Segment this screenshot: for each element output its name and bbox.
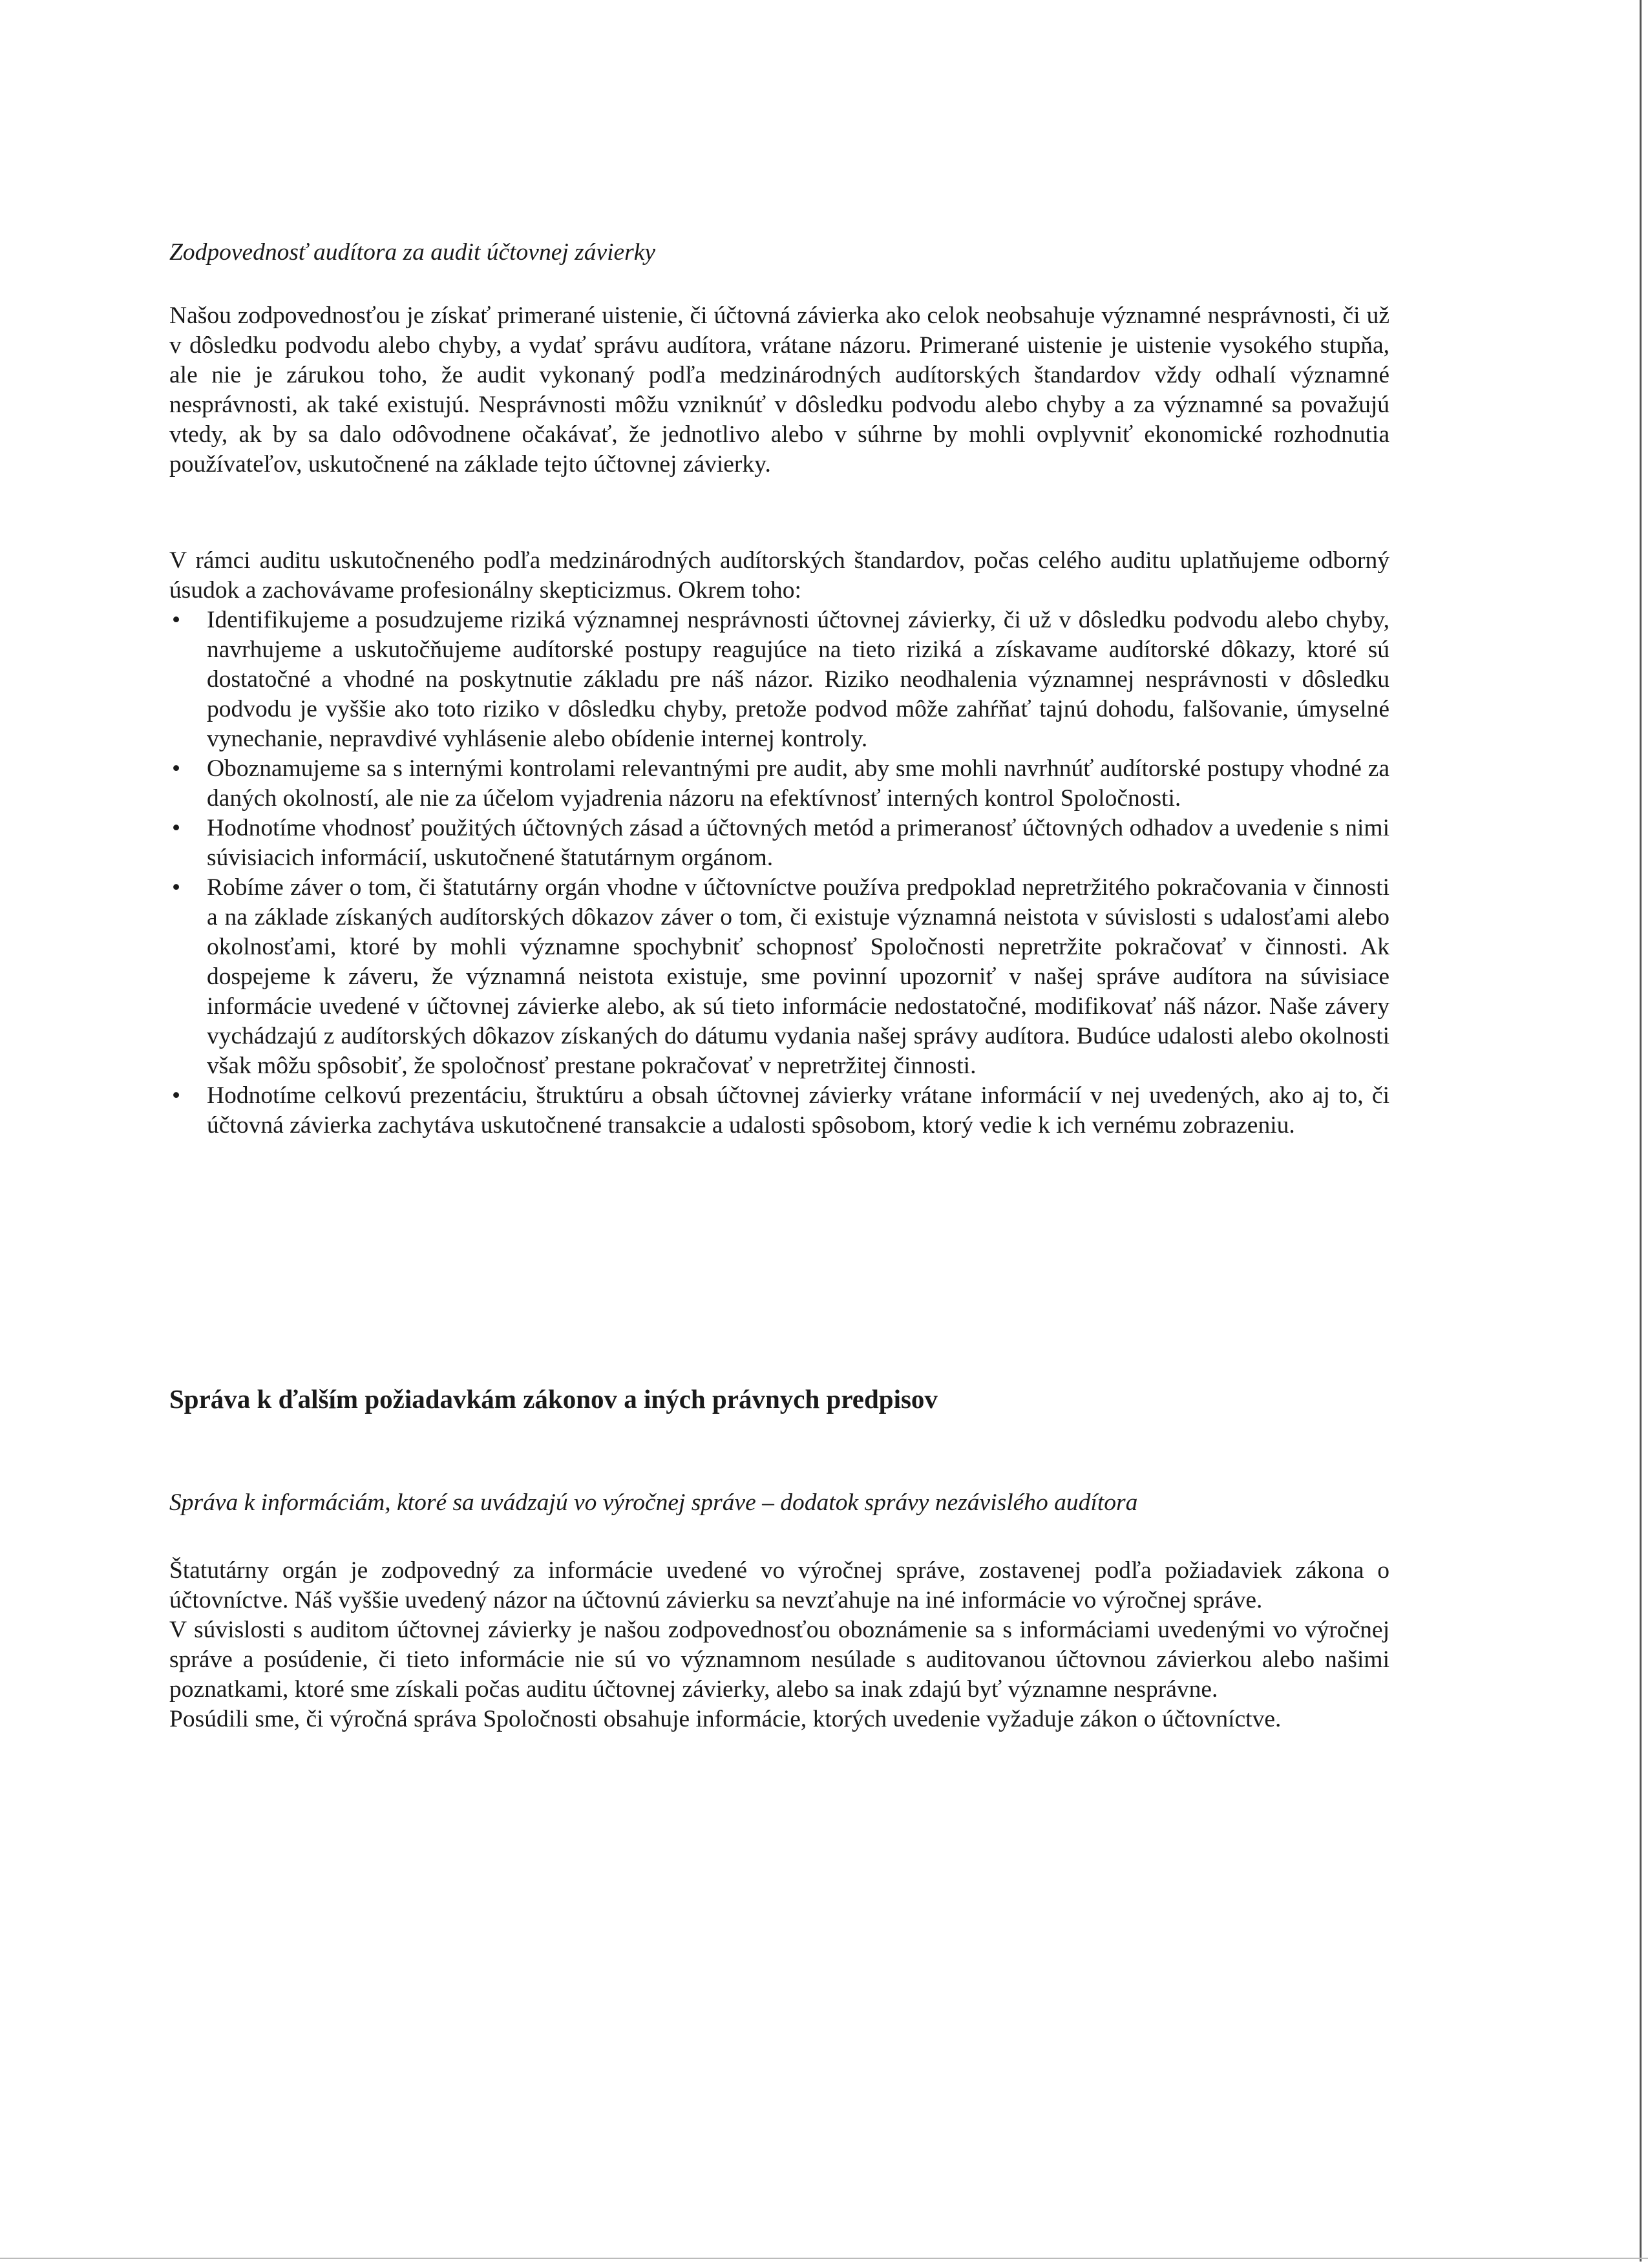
bullet-icon: •	[172, 1082, 181, 1109]
annual-report-paragraphs	[169, 1556, 1389, 1734]
section-heading: Správa k ďalším požiadavkám zákonov a iných právnych predpisov	[169, 1384, 938, 1414]
list-item-text: Hodnotíme vhodnosť použitých účtovných zásad a účtovných metód a primeranosť účtovných odhadov a uvedenie s nimi súvisiacich informácií, uskutočnené štatutárnym orgánom.	[207, 815, 1389, 871]
annual-report-subtitle: Správa k informáciám, ktoré sa uvádzajú vo výročnej správe – dodatok správy nezávislého audítora	[169, 1489, 1138, 1516]
other-requirements-section	[169, 1383, 1389, 1415]
responsibility-paragraph: Našou zodpovednosťou je získať primerané uistenie, či účtovná závierka ako celok neobsahuje významné nesprávnosti, či už v dôsledku podvodu alebo chyby, a vydať správu audítora, vrátane názoru. Primerané uistenie je uistenie vysokého stupňa, ale nie je zárukou toho, že audit vykonaný podľa medzinárodných audítorských štandardov vždy odhalí významné nesprávnosti, ak také existujú. Nesprávnosti môžu vzniknúť v dôsledku podvodu alebo chyby a za významné sa považujú vtedy, ak by sa dalo odôvodnene očakávať, že jednotlivo alebo v súhrne by mohli ovplyvniť ekonomické rozhodnutia používateľov, uskutočnené na základe tejto účtovnej závierky.	[169, 302, 1389, 478]
list-item-text: Identifikujeme a posudzujeme riziká významnej nesprávnosti účtovnej závierky, či už v dôsledku podvodu alebo chyby, navrhujeme a uskutočňujeme audítorské postupy reagujúce na tieto riziká a získavame audítorské dôkazy, ktoré sú dostatočné a vhodné na poskytnutie základu pre náš názor. Riziko neodhalenia významnej nesprávnosti v dôsledku podvodu je vyššie ako toto riziko v dôsledku chyby, pretože podvod môže zahŕňať tajnú dohodu, falšovanie, úmyselné vynechanie, nepravdivé vyhlásenie alebo obídenie internej kontroly.	[207, 607, 1389, 752]
bullet-icon: •	[172, 607, 181, 633]
auditor-responsibility-subtitle: Zodpovednosť audítora za audit účtovnej závierky	[169, 239, 656, 266]
bullet-icon: •	[172, 874, 181, 901]
audit-procedures-intro: V rámci auditu uskutočneného podľa medzinárodných audítorských štandardov, počas celého auditu uplatňujeme odborný úsudok a zachovávame profesionálny skepticizmus. Okrem toho:	[169, 547, 1389, 604]
paragraph: V súvislosti s auditom účtovnej závierky je našou zodpovednosťou oboznámenie sa s informáciami uvedenými vo výročnej správe a posúdenie, či tieto informácie nie sú vo významnom nesúlade s auditovanou účtovnou závierkou alebo našimi poznatkami, ktoré sme získali počas auditu účtovnej závierky, alebo sa inak zdajú byť významne nesprávne.	[169, 1617, 1389, 1703]
list-item-text: Robíme záver o tom, či štatutárny orgán vhodne v účtovníctve používa predpoklad nepretržitého pokračovania v činnosti a na základe získaných audítorských dôkazov záver o tom, či existuje významná neistota v súvislosti s udalosťami alebo okolnosťami, ktoré by mohli významne spochybniť schopnosť Spoločnosti nepretržite pokračovať v činnosti. Ak dospejeme k záveru, že významná neistota existuje, sme povinní upozorniť v našej správe audítora na súvisiace informácie uvedené v účtovnej závierke alebo, ak sú tieto informácie nedostatočné, modifikovať náš názor. Naše závery vychádzajú z audítorských dôkazov získaných do dátumu vydania našej správy audítora. Budúce udalosti alebo okolnosti však môžu spôsobiť, že spoločnosť prestane pokračovať v nepretržitej činnosti.	[207, 874, 1389, 1079]
scan-edge-bottom	[0, 2258, 1648, 2259]
paragraph: Posúdili sme, či výročná správa Spoločnosti obsahuje informácie, ktorých uvedenie vyžaduje zákon o účtovníctve.	[169, 1706, 1282, 1732]
list-item	[169, 1081, 1389, 1140]
list-item-text: Hodnotíme celkovú prezentáciu, štruktúru a obsah účtovnej závierky vrátane informácií v nej uvedených, ako aj to, či účtovná závierka zachytáva uskutočnené transakcie a udalosti spôsobom, ktorý vedie k ich vernému zobrazeniu.	[207, 1082, 1389, 1139]
list-item	[169, 754, 1389, 814]
audit-procedures-block	[169, 546, 1389, 1140]
list-item-text: Oboznamujeme sa s internými kontrolami relevantnými pre audit, aby sme mohli navrhnúť audítorské postupy vhodné za daných okolností, ale nie za účelom vyjadrenia názoru na efektívnosť interných kontrol Spoločnosti.	[207, 755, 1389, 812]
list-item	[169, 605, 1389, 754]
list-item	[169, 814, 1389, 873]
audit-procedures-list	[169, 605, 1389, 1140]
scan-edge-right	[1640, 0, 1642, 2262]
bullet-icon: •	[172, 755, 181, 782]
paragraph: Štatutárny orgán je zodpovedný za informácie uvedené vo výročnej správe, zostavenej podľa požiadaviek zákona o účtovníctve. Náš vyššie uvedený názor na účtovnú závierku sa nevzťahuje na iné informácie vo výročnej správe.	[169, 1557, 1389, 1613]
bullet-icon: •	[172, 815, 181, 841]
list-item	[169, 873, 1389, 1081]
